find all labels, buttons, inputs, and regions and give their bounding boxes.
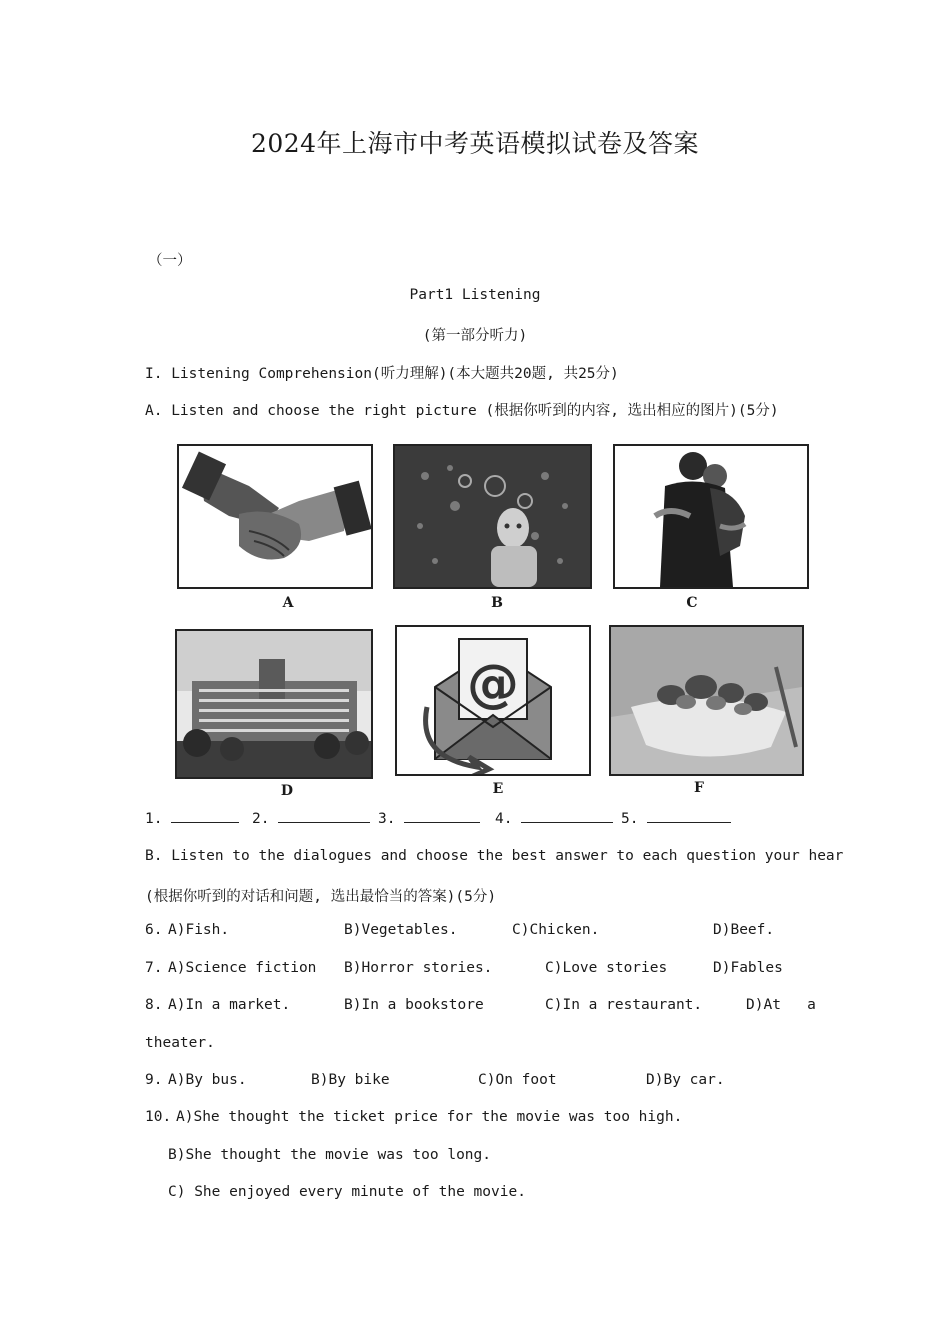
blank-label-1: 1.: [145, 811, 163, 827]
question-6-option-c: C)Chicken.: [512, 922, 600, 938]
question-8-option-a: A)In a market.: [168, 997, 291, 1013]
question-8-option-b: B)In a bookstore: [344, 997, 484, 1013]
blank-row-4: [495, 810, 613, 827]
robot-icon: [395, 446, 590, 587]
question-9-number: 9.: [145, 1072, 163, 1088]
question-10-number: 10.: [145, 1109, 172, 1125]
picture-a: [177, 444, 373, 589]
picture-b: [393, 444, 592, 589]
question-8-option-d: D)At a: [746, 997, 816, 1013]
question-7-option-a: A)Science fiction: [168, 960, 317, 976]
picture-label-b: B: [491, 595, 503, 611]
building-icon: [177, 631, 371, 777]
answer-blank-5[interactable]: [647, 810, 731, 823]
food-bowl-icon: [611, 627, 802, 774]
picture-f: [609, 625, 804, 776]
question-9-option-a: A)By bus.: [168, 1072, 247, 1088]
answer-blank-1[interactable]: [171, 810, 239, 823]
blank-label-5: 5.: [621, 811, 639, 827]
question-8-continuation: theater.: [145, 1035, 215, 1051]
question-9-option-b: B)By bike: [311, 1072, 390, 1088]
part-heading: Part1 Listening: [409, 287, 541, 303]
section-marker: （一）: [148, 253, 192, 269]
question-9-option-c: C)On foot: [478, 1072, 557, 1088]
picture-label-d: D: [280, 783, 294, 799]
picture-d: [175, 629, 373, 779]
blank-row-5: [621, 810, 731, 827]
picture-e: [395, 625, 591, 776]
section-a-heading: A. Listen and choose the right picture (根据你听到的内容, 选出相应的图片)(5分): [145, 403, 779, 419]
handshake-icon: [179, 446, 371, 587]
section-b-heading: B. Listen to the dialogues and choose the best answer to each question your hear: [145, 848, 844, 864]
blank-row-2: [252, 810, 370, 827]
answer-blank-3[interactable]: [404, 810, 480, 823]
blank-label-2: 2.: [252, 811, 270, 827]
question-7-option-d: D)Fables: [713, 960, 783, 976]
question-10-option-b: B)She thought the movie was too long.: [168, 1147, 492, 1163]
question-9-option-d: D)By car.: [646, 1072, 725, 1088]
page-title: 2024年上海市中考英语模拟试卷及答案: [250, 129, 700, 158]
section-b-heading-cn: (根据你听到的对话和问题, 选出最恰当的答案)(5分): [145, 889, 497, 905]
question-6-option-a: A)Fish.: [168, 922, 230, 938]
svg-text:@: @: [467, 654, 519, 714]
part-heading-cn: (第一部分听力): [422, 328, 528, 344]
blank-label-3: 3.: [378, 811, 396, 827]
picture-label-a: A: [282, 595, 294, 611]
email-at-icon: [397, 627, 589, 774]
question-8-option-c: C)In a restaurant.: [545, 997, 703, 1013]
question-7-option-c: C)Love stories: [545, 960, 668, 976]
picture-c: [613, 444, 809, 589]
picture-label-e: E: [492, 781, 504, 797]
question-7-option-b: B)Horror stories.: [344, 960, 493, 976]
picture-label-f: F: [694, 780, 704, 796]
question-6-option-d: D)Beef.: [713, 922, 775, 938]
question-6-number: 6.: [145, 922, 163, 938]
blank-row-3: [378, 810, 480, 827]
section-i-heading: I. Listening Comprehension(听力理解)(本大题共20题, 共25分): [145, 366, 619, 382]
question-6-option-b: B)Vegetables.: [344, 922, 458, 938]
question-8-number: 8.: [145, 997, 163, 1013]
hug-icon: [615, 446, 807, 587]
question-7-number: 7.: [145, 960, 163, 976]
question-10-option-c: C) She enjoyed every minute of the movie.: [168, 1184, 526, 1200]
blank-label-4: 4.: [495, 811, 513, 827]
blank-row: [145, 810, 239, 827]
question-10-option-a: A)She thought the ticket price for the movie was too high.: [176, 1109, 683, 1125]
picture-label-c: C: [686, 595, 698, 611]
answer-blank-4[interactable]: [521, 810, 613, 823]
answer-blank-2[interactable]: [278, 810, 370, 823]
